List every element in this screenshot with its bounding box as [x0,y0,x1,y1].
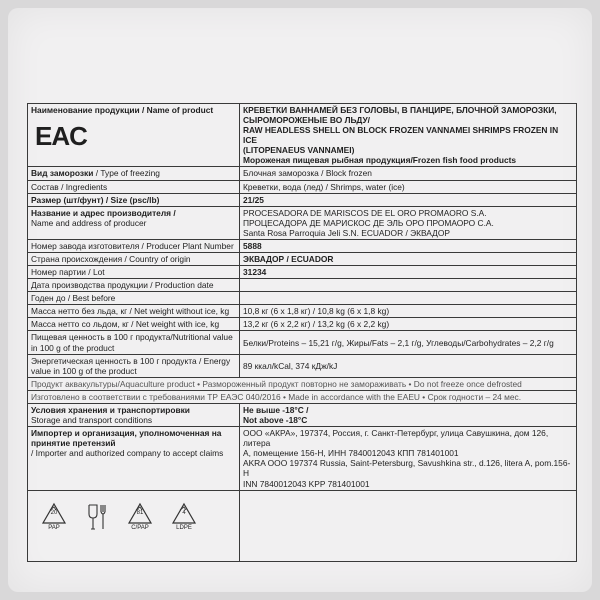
glass-fork-icon [85,502,109,532]
recycling-cell [28,490,240,561]
aquaculture-note: Продукт аквакультуры/Aquaculture product • Размороженный продукт повторно не замораживать • Do not freeze once defrosted [28,377,577,390]
importer-label: Импортер и организация, уполномоченная на принятие претензий / Importer and authorized company to accept claims [28,427,240,490]
product-name-line: КРЕВЕТКИ ВАННАМЕЙ БЕЗ ГОЛОВЫ, В ПАНЦИРЕ, БЛОЧНОЙ ЗАМОРОЗКИ, [243,105,557,115]
product-name-value-cell [240,104,577,167]
product-name-line: СЫРОМОРОЖЕНЫЕ ВО ЛЬДУ/ [243,115,370,126]
storage-value: Не выше -18°C / Not above -18°C [240,403,577,426]
product-name-label-cell [28,104,240,167]
product-name-line: Мороженая пищевая рыбная продукция/Frozen fish food products [243,155,517,166]
lot-value: 31234 [240,266,577,279]
size-value: 21/25 [240,193,577,206]
recycle-pap-icon: 20 PAP [41,502,67,532]
best-before-label: Годен до / Best before [28,292,240,305]
recycle-ldpe-icon: 4 LDPE [171,502,197,532]
producer-label: Название и адрес производителя / Name and address of producer [28,206,240,239]
net-weight-label: Масса нетто без льда, кг / Net weight without ice, kg [28,305,240,318]
product-name-line: RAW HEADLESS SHELL ON BLOCK FROZEN VANNAMEI SHRIMPS FROZEN IN ICE [243,125,559,146]
country-label: Страна происхождения / Country of origin [28,253,240,266]
eac-mark-icon: EAC [35,121,87,152]
ingredients-value: Креветки, вода (лед) / Shrimps, water (ice) [240,180,577,193]
freezing-type-value: Блочная заморозка / Block frozen [240,167,577,180]
nutrition-value: Белки/Proteins – 15,21 г/g, Жиры/Fats – 2,1 г/g, Углеводы/Carbohydrates – 2,2 г/g [240,331,577,354]
importer-value: ООО «АКРА», 197374, Россия, г. Санкт-Петербург, улица Савушкина, дом 126, литера А, помещение 156-Н, ИНН 7840012043 КПП 781401001 AKRA OOO 197374 Russia, Saint-Petersburg, Savushkina str., d.126, litera A, pom.156-H INN 7840012043 KPP 781401001 [240,427,577,490]
producer-value: PROCESADORA DE MARISCOS DE EL ORO PROMAORO S.A. ПРОЦЕСАДОРА ДЕ МАРИСКОС ДЕ ЭЛЬ ОРО ПРОМАОРО С.А. Santa Rosa Parroquia Jeli S.N. ECUADOR / ЭКВАДОР [240,206,577,239]
production-date-value [240,279,577,292]
freezing-type-label: Вид заморозки / Type of freezing [28,167,240,180]
country-value: ЭКВАДОР / ECUADOR [240,253,577,266]
ingredients-label: Состав / Ingredients [28,180,240,193]
energy-label: Энергетическая ценность в 100 г продукта / Energy value in 100 g of the product [28,354,240,377]
size-label: Размер (шт/фунт) / Size (psc/lb) [28,193,240,206]
lot-label: Номер партии / Lot [28,266,240,279]
best-before-value [240,292,577,305]
empty-cell [240,490,577,561]
plant-number-label: Номер завода изготовителя / Producer Plant Number [28,239,240,252]
recycle-cpap-icon: 81 C/PAP [127,502,153,532]
gross-weight-value: 13,2 кг (6 х 2,2 кг) / 13,2 kg (6 х 2,2 kg) [240,318,577,331]
product-name-label: Наименование продукции / Name of product [31,105,214,115]
recycling-icons [31,492,236,538]
net-weight-value: 10,8 кг (6 х 1,8 кг) / 10,8 kg (6 х 1,8 kg) [240,305,577,318]
gross-weight-label: Масса нетто со льдом, кг / Net weight with ice, kg [28,318,240,331]
plant-number-value: 5888 [240,239,577,252]
energy-value: 89 ккал/kCal, 374 кДж/kJ [240,354,577,377]
production-date-label: Дата производства продукции / Production date [28,279,240,292]
product-name-line: (LITOPENAEUS VANNAMEI) [243,145,355,156]
nutrition-label: Пищевая ценность в 100 г продукта/Nutritional value in 100 g of the product [28,331,240,354]
manufactured-note: Изготовлено в соответствии с требованиями ТР ЕАЭС 040/2016 • Made in accordance with the EAEU • Срок годности – 24 мес. [28,390,577,403]
product-spec-table [27,103,577,562]
storage-label: Условия хранения и транспортировки Storage and transport conditions [28,403,240,426]
